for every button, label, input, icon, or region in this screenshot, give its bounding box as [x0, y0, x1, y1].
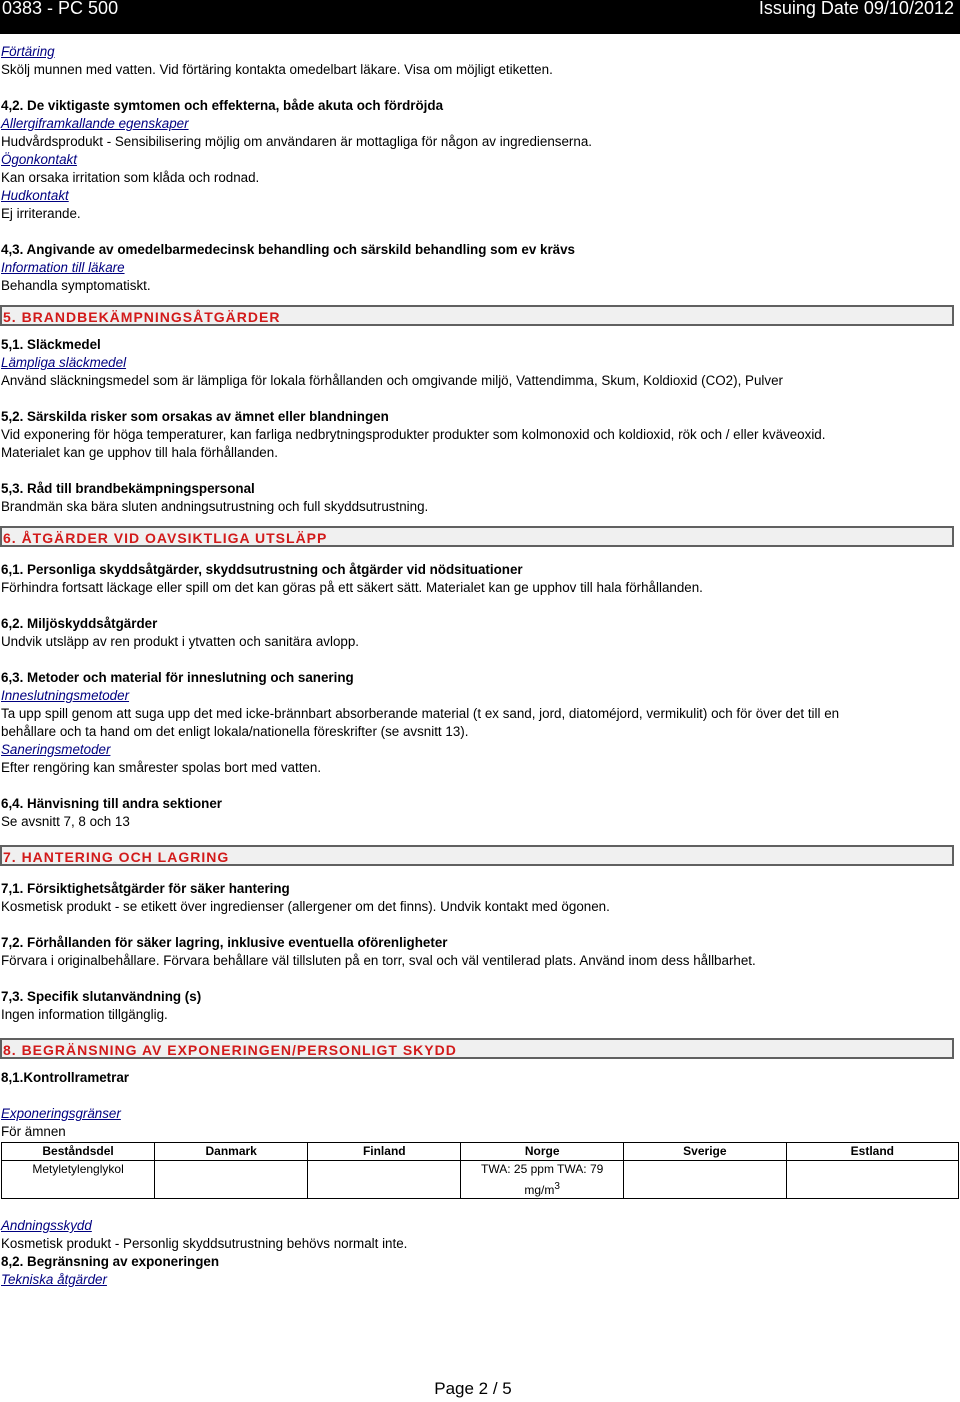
page-header	[0, 0, 960, 34]
heading-5-1: 5,1. Släckmedel	[1, 337, 101, 352]
heading-8-2: 8,2. Begränsning av exponeringen	[1, 1254, 220, 1269]
heading-6-1: 6,1. Personliga skyddsåtgärder, skyddsutrustning och åtgärder vid nödsituationer	[1, 562, 523, 577]
norge-unit-exponent: 3	[554, 1181, 560, 1192]
subheading-sanering: Saneringsmetoder	[1, 742, 111, 757]
paragraph-6-2: Undvik utsläpp av ren produkt i ytvatten och sanitära avlopp.	[1, 634, 360, 649]
heading-4-2: 4,2. De viktigaste symtomen och effekterna, både akuta och fördröjda	[1, 98, 444, 113]
subheading-inneslutning: Inneslutningsmetoder	[1, 688, 130, 703]
paragraph-7-1: Kosmetisk produkt - se etikett över ingredienser (allergener om det finns). Undvik kontakt med ögonen.	[1, 899, 610, 914]
subheading-lampliga-slackmedel: Lämpliga släckmedel	[1, 355, 127, 370]
heading-7-1: 7,1. Försiktighetsåtgärder för säker hantering	[1, 881, 290, 896]
column-header-sverige: Sverige	[624, 1143, 787, 1161]
paragraph-6-4: Se avsnitt 7, 8 och 13	[1, 814, 130, 829]
paragraph-ogonkontakt: Kan orsaka irritation som klåda och rodnad.	[1, 170, 260, 185]
paragraph-7-3: Ingen information tillgänglig.	[1, 1007, 168, 1022]
heading-8-1: 8,1.Kontrollrametrar	[1, 1070, 129, 1085]
column-header-finland: Finland	[308, 1143, 461, 1161]
paragraph-6-1: Förhindra fortsatt läckage eller spill om det kan göras på ett säkert sätt. Materialet kan ge upphov till hala förhållanden.	[1, 580, 703, 595]
paragraph-inneslutning-1: Ta upp spill genom att suga upp det med icke-brännbart absorberande material (t ex sand, jord, diatoméjord, vermikulit) och för över det till en	[1, 706, 840, 721]
cell-finland	[308, 1161, 461, 1199]
heading-6-4: 6,4. Hänvisning till andra sektioner	[1, 796, 223, 811]
section-5-title: 5. BRANDBEKÄMPNINGSÅTGÄRDER	[0, 305, 954, 326]
document-body	[1, 43, 956, 1289]
page-number: Page 2 / 5	[434, 1379, 512, 1398]
section-8-title: 8. BEGRÄNSNING AV EXPONERINGEN/PERSONLIGT SKYDD	[0, 1038, 954, 1059]
paragraph-information-lakare: Behandla symptomatiskt.	[1, 278, 151, 293]
heading-5-3: 5,3. Råd till brandbekämpningspersonal	[1, 481, 255, 496]
cell-norge	[461, 1161, 624, 1199]
cell-estland	[786, 1161, 958, 1199]
paragraph-allergi: Hudvårdsprodukt - Sensibilisering möjlig om användaren är mottagliga för någon av ingredienserna.	[1, 134, 593, 149]
paragraph-andningsskydd: Kosmetisk produkt - Personlig skyddsutrustning behövs normalt inte.	[1, 1236, 408, 1251]
subheading-ogonkontakt: Ögonkontakt	[1, 152, 77, 167]
section-7-title: 7. HANTERING OCH LAGRING	[0, 845, 954, 866]
paragraph-hudkontakt: Ej irriterande.	[1, 206, 81, 221]
norge-unit	[465, 1179, 619, 1198]
cell-danmark	[155, 1161, 308, 1199]
heading-7-3: 7,3. Specifik slutanvändning (s)	[1, 989, 202, 1004]
table-row	[2, 1161, 959, 1199]
label-for-amnen: För ämnen	[1, 1124, 66, 1139]
product-code: 0383 - PC 500	[2, 0, 119, 18]
subheading-andningsskydd: Andningsskydd	[1, 1218, 92, 1233]
column-header-danmark: Danmark	[155, 1143, 308, 1161]
cell-sverige	[624, 1161, 787, 1199]
paragraph-5-3: Brandmän ska bära sluten andningsutrustning och full skyddsutrustning.	[1, 499, 429, 514]
paragraph-fortaring: Skölj munnen med vatten. Vid förtäring kontakta omedelbart läkare. Visa om möjligt etiketten.	[1, 62, 553, 77]
norge-unit-base: mg/m	[524, 1183, 555, 1197]
subheading-allergi: Allergiframkallande egenskaper	[1, 116, 189, 131]
heading-6-2: 6,2. Miljöskyddsåtgärder	[1, 616, 158, 631]
norge-twa-values: TWA: 25 ppm TWA: 79	[481, 1162, 604, 1176]
cell-substance: Metyletylenglykol	[2, 1161, 155, 1199]
paragraph-5-2b: Materialet kan ge upphov till hala förhållanden.	[1, 445, 278, 460]
subheading-hudkontakt: Hudkontakt	[1, 188, 69, 203]
subheading-exponeringsgranser: Exponeringsgränser	[1, 1106, 121, 1121]
heading-5-2: 5,2. Särskilda risker som orsakas av ämnet eller blandningen	[1, 409, 389, 424]
heading-6-3: 6,3. Metoder och material för inneslutning och sanering	[1, 670, 354, 685]
subheading-fortaring: Förtäring	[1, 44, 55, 59]
paragraph-inneslutning-2: behållare och ta hand om det enligt lokala/nationella föreskrifter (se avsnitt 13).	[1, 724, 469, 739]
paragraph-lampliga-slackmedel: Använd släckningsmedel som är lämpliga för lokala förhållanden och omgivande miljö, Vattendimma, Skum, Koldioxid (CO2), Pulver	[1, 373, 783, 388]
subheading-tekniska-atgarder: Tekniska åtgärder	[1, 1272, 107, 1287]
issuing-date: Issuing Date 09/10/2012	[758, 0, 954, 18]
column-header-estland: Estland	[786, 1143, 958, 1161]
paragraph-5-2a: Vid exponering för höga temperaturer, kan farliga nedbrytningsprodukter produkter som kolmonoxid och koldioxid, rök och / eller kväveoxid.	[1, 427, 826, 442]
heading-4-3: 4,3. Angivande av omedelbarmedecinsk behandling och särskild behandling som ev krävs	[1, 242, 576, 257]
column-header-norge: Norge	[461, 1143, 624, 1161]
section-6-title: 6. ÅTGÄRDER VID OAVSIKTLIGA UTSLÄPP	[0, 526, 954, 547]
heading-7-2: 7,2. Förhållanden för säker lagring, inklusive eventuella oförenligheter	[1, 935, 448, 950]
paragraph-7-2: Förvara i originalbehållare. Förvara behållare väl tillsluten på en torr, sval och väl ventilerad plats. Använd inom dess hållbarhet.	[1, 953, 756, 968]
table-header-row	[2, 1143, 959, 1161]
column-header-bestandsdel: Beståndsdel	[2, 1143, 155, 1161]
paragraph-sanering: Efter rengöring kan smårester spolas bort med vatten.	[1, 760, 322, 775]
exposure-limits-table	[1, 1142, 959, 1199]
subheading-information-lakare: Information till läkare	[1, 260, 125, 275]
